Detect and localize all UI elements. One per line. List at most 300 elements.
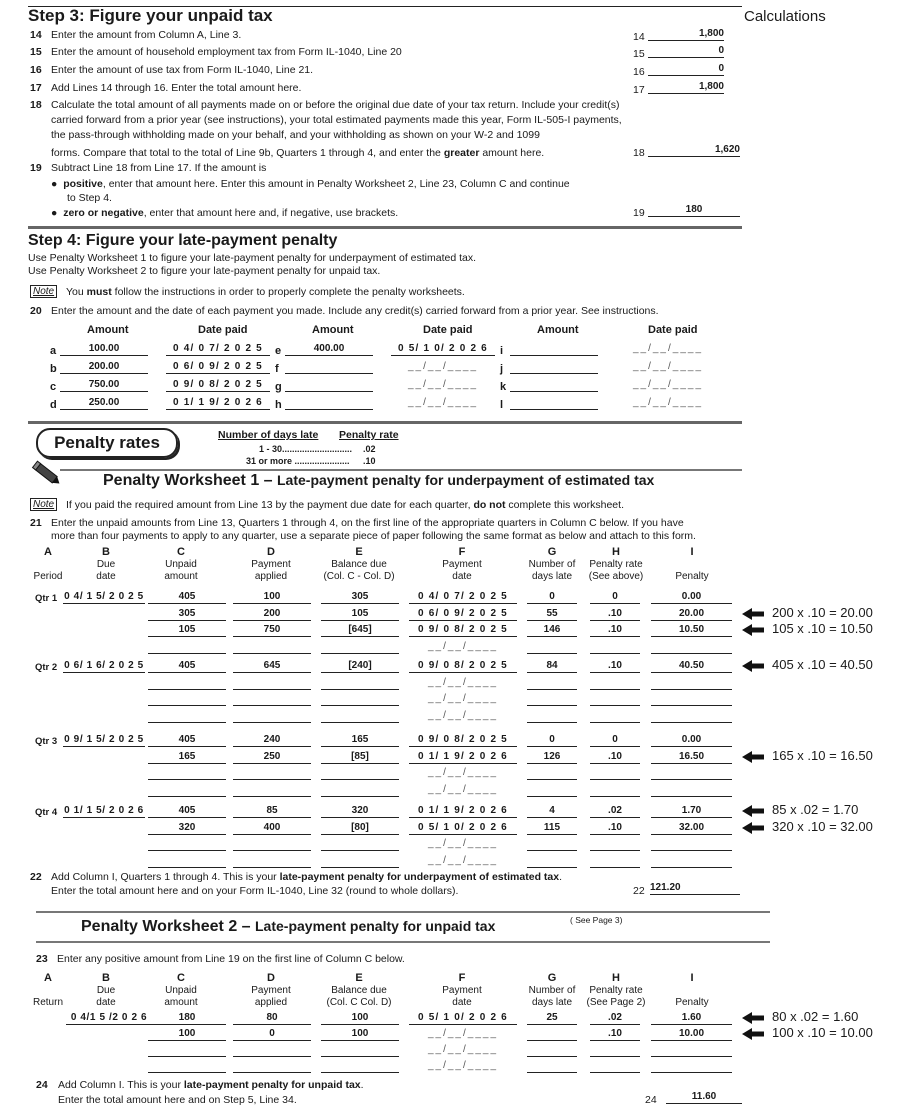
payment-letter-l: l xyxy=(500,399,504,411)
ws1-qtr3-label: Qtr 3 xyxy=(35,736,58,747)
ws1-qtr3-row3-h[interactable] xyxy=(590,766,640,780)
ws1-qtr2-row1-calc: 405 x .10 = 40.50 xyxy=(772,657,873,672)
ws1-qtr3-row2-c[interactable]: 165 xyxy=(148,750,226,764)
ws1-col-b-sub2: date xyxy=(96,571,116,582)
ws2-row2-d[interactable]: 0 xyxy=(233,1027,311,1041)
ws2-row4-i[interactable] xyxy=(651,1059,732,1073)
ws2-col-h-letter: H xyxy=(612,972,620,984)
ws1-qtr2-label: Qtr 2 xyxy=(35,662,58,673)
line22-value[interactable]: 121.20 xyxy=(650,881,740,895)
payment-amount-c[interactable]: 750.00 xyxy=(60,378,148,392)
ws1-qtr3-row2-g[interactable]: 126 xyxy=(527,750,577,764)
ws1-qtr3-row1-e[interactable]: 165 xyxy=(321,733,399,747)
ws1-qtr4-row4-i[interactable] xyxy=(651,854,732,868)
ws2-row2-c[interactable]: 100 xyxy=(148,1027,226,1041)
step4-note-text: You must follow the instructions in order to properly complete the penalty worksheets. xyxy=(66,286,465,298)
line15-ref: 15 xyxy=(633,48,645,60)
ws1-qtr3-row1-f[interactable]: 0 9/ 0 8/ 2 0 2 5 xyxy=(409,733,517,747)
ws1-qtr2-row1-f[interactable]: 0 9/ 0 8/ 2 0 2 5 xyxy=(409,659,517,673)
step3-title: Step 3: Figure your unpaid tax xyxy=(28,6,273,25)
ws1-qtr3-row4-g[interactable] xyxy=(527,783,577,797)
ws1-qtr2-row2-c[interactable] xyxy=(148,676,226,690)
ws1-col-d-letter: D xyxy=(267,546,275,558)
ws1-note-text: If you paid the required amount from Line 13 by the payment due date for each quarter, do not complete this worksheet. xyxy=(66,499,624,511)
ws2-col-a-sub: Return xyxy=(32,997,63,1008)
ws1-qtr2-row2-e[interactable] xyxy=(321,676,399,690)
payment-amount-e[interactable]: 400.00 xyxy=(285,342,373,356)
line19-bullet-zero: ● zero or negative, enter that amount here and, if negative, use brackets. xyxy=(51,207,399,219)
ws1-qtr3-row3-f[interactable]: __/__/____ xyxy=(427,767,499,778)
ws1-qtr1-row4-h[interactable] xyxy=(590,640,640,654)
ws1-qtr2-row4-i[interactable] xyxy=(651,709,732,723)
payment-letter-i: i xyxy=(500,345,504,357)
step4-note-label: Note xyxy=(30,285,57,298)
ws2-row1-arrow-icon xyxy=(742,1012,764,1024)
divider-rates xyxy=(28,421,742,424)
date-paid-header: Date paid xyxy=(648,324,698,336)
ws1-col-d-sub2: applied xyxy=(254,571,288,582)
ws1-qtr4-row2-h[interactable]: .10 xyxy=(590,821,640,835)
ws1-col-f-sub1: Payment xyxy=(442,559,482,570)
ws1-qtr1-row4-g[interactable] xyxy=(527,640,577,654)
ws1-qtr3-row2-calc: 165 x .10 = 16.50 xyxy=(772,747,873,763)
ws1-col-c-letter: C xyxy=(177,546,185,558)
ws1-qtr3-row2-f[interactable]: 0 1/ 1 9/ 2 0 2 6 xyxy=(409,750,517,764)
ws1-qtr2-row1-arrow-icon xyxy=(742,660,764,672)
line16-text: Enter the amount of use tax from Form IL-1040, Line 21. xyxy=(51,64,314,76)
payment-date-i[interactable]: __/__/____ xyxy=(632,343,704,354)
ws1-qtr4-row4-d[interactable] xyxy=(233,854,311,868)
line17-ref: 17 xyxy=(633,84,645,96)
ws1-qtr4-row3-c[interactable] xyxy=(148,837,226,851)
payment-letter-a: a xyxy=(50,345,57,357)
line15-value[interactable]: 0 xyxy=(648,44,724,58)
ws2-row4-g[interactable] xyxy=(527,1059,577,1073)
ws1-qtr2-row1-d[interactable]: 645 xyxy=(233,659,311,673)
ws2-col-c-letter: C xyxy=(177,972,185,984)
ws2-row3-d[interactable] xyxy=(233,1043,311,1057)
line18-ref: 18 xyxy=(633,147,645,159)
payment-letter-g: g xyxy=(275,381,282,393)
ws1-qtr2-row3-c[interactable] xyxy=(148,692,226,706)
ws1-qtr1-row2-e[interactable]: 105 xyxy=(321,607,399,621)
payment-amount-a[interactable]: 100.00 xyxy=(60,342,148,356)
ws2-col-f-sub1: Payment xyxy=(442,985,482,996)
calculations-label: Calculations xyxy=(744,8,826,25)
payment-amount-i[interactable] xyxy=(510,342,598,356)
ws1-qtr3-row3-i[interactable] xyxy=(651,766,732,780)
ws1-qtr1-label: Qtr 1 xyxy=(35,593,58,604)
ws1-qtr2-row4-e[interactable] xyxy=(321,709,399,723)
ws1-qtr1-row3-i[interactable]: 10.50 xyxy=(651,623,732,637)
ws1-col-i-sub: Penalty xyxy=(675,571,709,582)
payment-date-b[interactable]: 0 6/ 0 9/ 2 0 2 5 xyxy=(166,360,270,374)
payment-amount-b[interactable]: 200.00 xyxy=(60,360,148,374)
ws1-qtr1-row2-g[interactable]: 55 xyxy=(527,607,577,621)
ws1-qtr4-row3-g[interactable] xyxy=(527,837,577,851)
ws2-row1-e[interactable]: 100 xyxy=(321,1011,399,1025)
ws2-col-e-letter: E xyxy=(355,972,363,984)
ws1-qtr1-row1-g[interactable]: 0 xyxy=(527,590,577,604)
payment-letter-e: e xyxy=(275,345,282,357)
ws2-col-c-sub2: amount xyxy=(164,997,198,1008)
line18-text-1: Calculate the total amount of all payments made on or before the original due date of your tax return. Include your credit(s) xyxy=(51,99,620,111)
rates-rate-header: Penalty rate xyxy=(339,429,399,441)
ws1-qtr4-row2-g[interactable]: 115 xyxy=(527,821,577,835)
ws2-row4-e[interactable] xyxy=(321,1059,399,1073)
ws2-col-i-letter: I xyxy=(690,972,694,984)
ws1-qtr1-row1-i[interactable]: 0.00 xyxy=(651,590,732,604)
divider-ws2-bottom xyxy=(36,941,770,943)
line17-text: Add Lines 14 through 16. Enter the total amount here. xyxy=(51,82,302,94)
payment-date-e[interactable]: 0 5/ 1 0/ 2 0 2 6 xyxy=(391,342,495,356)
ws1-qtr3-row2-h[interactable]: .10 xyxy=(590,750,640,764)
ws2-row3-i[interactable] xyxy=(651,1043,732,1057)
ws1-qtr2-row2-h[interactable] xyxy=(590,676,640,690)
ws1-qtr4-row3-e[interactable] xyxy=(321,837,399,851)
ws1-qtr3-due-date[interactable]: 0 9/ 1 5/ 2 0 2 5 xyxy=(64,734,144,745)
ws1-qtr2-row3-h[interactable] xyxy=(590,692,640,706)
ws2-row2-e[interactable]: 100 xyxy=(321,1027,399,1041)
ws1-col-f-letter: F xyxy=(458,546,466,558)
line18-value[interactable]: 1,620 xyxy=(648,143,740,157)
payment-letter-b: b xyxy=(50,363,57,375)
ws1-qtr2-row1-i[interactable]: 40.50 xyxy=(651,659,732,673)
ws1-qtr1-row4-e[interactable] xyxy=(321,640,399,654)
ws1-qtr4-row2-c[interactable]: 320 xyxy=(148,821,226,835)
payment-amount-h[interactable] xyxy=(285,396,373,410)
ws1-qtr2-row2-f[interactable]: __/__/____ xyxy=(427,676,499,688)
line17-number: 17 xyxy=(30,82,42,94)
ws1-qtr2-row2-d[interactable] xyxy=(233,676,311,690)
ws1-qtr1-row3-calc: 105 x .10 = 10.50 xyxy=(772,621,873,636)
ws1-qtr4-row1-d[interactable]: 85 xyxy=(233,804,311,818)
rates-row2-days: 31 or more ...................... xyxy=(246,456,350,466)
ws1-qtr2-row4-c[interactable] xyxy=(148,709,226,723)
line24-ref: 24 xyxy=(645,1094,657,1106)
payment-letter-k: k xyxy=(500,381,507,393)
ws2-col-d-sub1: Payment xyxy=(251,985,291,996)
divider-ws2-top xyxy=(36,911,770,913)
ws1-qtr2-row4-g[interactable] xyxy=(527,709,577,723)
step4-intro-1: Use Penalty Worksheet 1 to figure your late-payment penalty for underpayment of estimated tax. xyxy=(28,252,477,264)
line19-bullet-positive: ● positive, enter that amount here. Enter this amount in Penalty Worksheet 2, Line 23, Column C and continue xyxy=(51,178,570,190)
ws1-col-g-letter: G xyxy=(547,546,557,558)
payment-amount-j[interactable] xyxy=(510,360,598,374)
line19-ref: 19 xyxy=(633,207,645,219)
line16-value[interactable]: 0 xyxy=(648,62,724,76)
ws1-col-h-letter: H xyxy=(612,546,620,558)
ws2-col-h-sub2: (See Page 2) xyxy=(586,997,646,1008)
ws1-qtr1-row1-h[interactable]: 0 xyxy=(590,590,640,604)
line20-text: Enter the amount and the date of each payment you made. Include any credit(s) carried forward from a prior year. See instructions. xyxy=(51,305,659,317)
payment-date-j[interactable]: __/__/____ xyxy=(632,361,704,372)
ws1-col-e-sub2: (Col. C - Col. D) xyxy=(323,571,395,582)
ws1-qtr3-row4-c[interactable] xyxy=(148,783,226,797)
payment-amount-l[interactable] xyxy=(510,396,598,410)
ws1-qtr1-row3-e[interactable]: [645] xyxy=(321,623,399,637)
ws1-qtr3-row1-c[interactable]: 405 xyxy=(148,733,226,747)
ws2-row2-i[interactable]: 10.00 xyxy=(651,1027,732,1041)
rates-row1-days: 1 - 30............................ xyxy=(259,444,353,454)
payment-date-h[interactable]: __/__/____ xyxy=(407,397,479,408)
line18-text-4: forms. Compare that total to the total of Line 9b, Quarters 1 through 4, and enter the greater amount here. xyxy=(51,147,545,159)
ws2-row1-h[interactable]: .02 xyxy=(590,1011,640,1025)
amount-header: Amount xyxy=(87,324,129,336)
line18-text-3: the pass-through withholding made on your behalf, and your withholding as shown on your W-2 and 1099 xyxy=(51,129,540,141)
ws1-qtr4-row2-d[interactable]: 400 xyxy=(233,821,311,835)
line14-number: 14 xyxy=(30,29,42,41)
payment-amount-k[interactable] xyxy=(510,378,598,392)
ws2-title: Penalty Worksheet 2 – Late-payment penalty for unpaid tax xyxy=(81,918,496,935)
ws1-qtr3-row4-d[interactable] xyxy=(233,783,311,797)
ws1-qtr3-row1-d[interactable]: 240 xyxy=(233,733,311,747)
ws1-qtr3-row3-d[interactable] xyxy=(233,766,311,780)
line14-value[interactable]: 1,800 xyxy=(648,27,724,41)
ws1-qtr2-row3-g[interactable] xyxy=(527,692,577,706)
ws1-col-d-sub1: Payment xyxy=(251,559,291,570)
rates-row2-rate: .10 xyxy=(363,456,376,466)
ws1-qtr1-row4-i[interactable] xyxy=(651,640,732,654)
ws2-row2-h[interactable]: .10 xyxy=(590,1027,640,1041)
line22-number: 22 xyxy=(30,871,42,883)
ws2-col-d-sub2: applied xyxy=(254,997,288,1008)
ws1-col-c-sub2: amount xyxy=(164,571,198,582)
ws1-qtr1-row3-f[interactable]: 0 9/ 0 8/ 2 0 2 5 xyxy=(409,623,517,637)
ws1-qtr4-row4-e[interactable] xyxy=(321,854,399,868)
ws1-qtr3-row3-g[interactable] xyxy=(527,766,577,780)
payment-letter-d: d xyxy=(50,399,57,411)
payment-date-c[interactable]: 0 9/ 0 8/ 2 0 2 5 xyxy=(166,378,270,392)
ws1-qtr4-row4-c[interactable] xyxy=(148,854,226,868)
ws2-row4-c[interactable] xyxy=(148,1059,226,1073)
amount-header: Amount xyxy=(312,324,354,336)
ws1-col-i-letter: I xyxy=(690,546,694,558)
line22-ref: 22 xyxy=(633,885,645,897)
ws1-col-h-sub1: Penalty rate xyxy=(589,559,643,570)
ws2-row4-f[interactable]: __/__/____ xyxy=(427,1060,499,1071)
ws1-qtr1-row3-c[interactable]: 105 xyxy=(148,623,226,637)
payment-date-g[interactable]: __/__/____ xyxy=(407,379,479,390)
ws1-qtr1-row2-d[interactable]: 200 xyxy=(233,607,311,621)
ws1-qtr1-row3-arrow-icon xyxy=(742,624,764,636)
ws1-qtr1-row4-f[interactable]: __/__/____ xyxy=(427,640,499,652)
ws1-qtr1-row2-c[interactable]: 305 xyxy=(148,607,226,621)
line18-text-2: carried forward from a prior year (see instructions), your total estimated payments made this year, Form IL-505-I payments, xyxy=(51,114,622,126)
ws1-qtr3-row2-i[interactable]: 16.50 xyxy=(651,750,732,764)
ws1-qtr3-row3-e[interactable] xyxy=(321,766,399,780)
line24-text-2: Enter the total amount here and on Step 5, Line 34. xyxy=(58,1094,297,1106)
line14-text: Enter the amount from Column A, Line 3. xyxy=(51,29,242,41)
ws2-col-b-sub1: Due xyxy=(96,985,116,996)
rates-row1-rate: .02 xyxy=(363,444,376,454)
ws2-row4-h[interactable] xyxy=(590,1059,640,1073)
ws1-col-f-sub2: date xyxy=(452,571,472,582)
ws1-qtr1-row2-f[interactable]: 0 6/ 0 9/ 2 0 2 5 xyxy=(409,607,517,621)
ws1-qtr1-row1-c[interactable]: 405 xyxy=(148,590,226,604)
ws1-col-h-sub2: (See above) xyxy=(588,571,644,582)
line19-text: Subtract Line 18 from Line 17. If the amount is xyxy=(51,162,267,174)
ws1-qtr2-row4-d[interactable] xyxy=(233,709,311,723)
line24-value[interactable]: 11.60 xyxy=(666,1090,742,1104)
ws1-qtr4-row3-i[interactable] xyxy=(651,837,732,851)
line15-number: 15 xyxy=(30,46,42,58)
ws2-row2-g[interactable] xyxy=(527,1027,577,1041)
ws1-qtr2-row3-e[interactable] xyxy=(321,692,399,706)
line24-number: 24 xyxy=(36,1079,48,1091)
ws1-qtr1-row3-d[interactable]: 750 xyxy=(233,623,311,637)
line19-bullet-positive-cont: to Step 4. xyxy=(67,192,112,204)
line16-number: 16 xyxy=(30,64,42,76)
ws2-col-e-sub2: (Col. C Col. D) xyxy=(326,997,392,1008)
ws1-qtr4-row3-d[interactable] xyxy=(233,837,311,851)
divider-step4 xyxy=(28,226,742,229)
ws2-col-a-letter: A xyxy=(44,972,52,984)
ws1-qtr2-row1-e[interactable]: [240] xyxy=(321,659,399,673)
payment-date-a[interactable]: 0 4/ 0 7/ 2 0 2 5 xyxy=(166,342,270,356)
ws2-row3-c[interactable] xyxy=(148,1043,226,1057)
ws1-col-g-sub2: days late xyxy=(531,571,573,582)
ws1-col-a-sub: Period xyxy=(33,571,63,582)
ws1-qtr4-row4-f[interactable]: __/__/____ xyxy=(427,854,499,866)
line18-number: 18 xyxy=(30,99,42,111)
ws1-qtr4-label: Qtr 4 xyxy=(35,807,58,818)
ws2-row2-calc: 100 x .10 = 10.00 xyxy=(772,1025,873,1040)
ws1-qtr4-due-date[interactable]: 0 1/ 1 5/ 2 0 2 6 xyxy=(64,805,144,816)
payment-amount-d[interactable]: 250.00 xyxy=(60,396,148,410)
payment-date-d[interactable]: 0 1/ 1 9/ 2 0 2 6 xyxy=(166,396,270,410)
line23-number: 23 xyxy=(36,953,48,965)
line14-ref: 14 xyxy=(633,31,645,43)
ws2-row2-arrow-icon xyxy=(742,1028,764,1040)
ws1-qtr2-row2-i[interactable] xyxy=(651,676,732,690)
ws1-col-b-letter: B xyxy=(102,546,110,558)
ws1-qtr3-row1-g[interactable]: 0 xyxy=(527,733,577,747)
ws1-qtr2-row3-d[interactable] xyxy=(233,692,311,706)
ws2-due-date[interactable]: 0 4/1 5 /2 0 2 6 xyxy=(66,1011,152,1025)
ws2-row1-d[interactable]: 80 xyxy=(233,1011,311,1025)
ws1-qtr4-row1-arrow-icon xyxy=(742,805,764,817)
ws1-col-b-sub1: Due xyxy=(96,559,116,570)
step4-title: Step 4: Figure your late-payment penalty xyxy=(28,232,338,249)
ws1-qtr1-row1-e[interactable]: 305 xyxy=(321,590,399,604)
ws2-row2-f[interactable]: __/__/____ xyxy=(427,1028,499,1039)
ws1-qtr2-row2-g[interactable] xyxy=(527,676,577,690)
payment-date-f[interactable]: __/__/____ xyxy=(407,361,479,372)
ws1-qtr3-row2-d[interactable]: 250 xyxy=(233,750,311,764)
ws2-col-h-sub1: Penalty rate xyxy=(589,985,643,996)
ws1-qtr3-row1-h[interactable]: 0 xyxy=(590,733,640,747)
ws1-qtr1-row2-i[interactable]: 20.00 xyxy=(651,607,732,621)
ws1-qtr4-row2-f[interactable]: 0 5/ 1 0/ 2 0 2 6 xyxy=(409,821,517,835)
ws2-col-f-letter: F xyxy=(458,972,466,984)
ws1-qtr4-row3-h[interactable] xyxy=(590,837,640,851)
ws2-see-page: ( See Page 3) xyxy=(570,915,623,925)
ws2-col-e-sub1: Balance due xyxy=(331,985,387,996)
line21-number: 21 xyxy=(30,517,42,529)
ws1-qtr4-row4-h[interactable] xyxy=(590,854,640,868)
payment-date-l[interactable]: __/__/____ xyxy=(632,397,704,408)
ws1-qtr3-row1-i[interactable]: 0.00 xyxy=(651,733,732,747)
ws1-qtr2-due-date[interactable]: 0 6/ 1 6/ 2 0 2 5 xyxy=(64,660,144,671)
ws1-qtr1-row4-d[interactable] xyxy=(233,640,311,654)
ws1-qtr4-row1-c[interactable]: 405 xyxy=(148,804,226,818)
ws2-row3-f[interactable]: __/__/____ xyxy=(427,1044,499,1055)
payment-amount-f[interactable] xyxy=(285,360,373,374)
payment-letter-j: j xyxy=(500,363,504,375)
ws2-row1-i[interactable]: 1.60 xyxy=(651,1011,732,1025)
ws1-qtr2-row1-c[interactable]: 405 xyxy=(148,659,226,673)
divider-ws1 xyxy=(60,469,742,471)
ws1-qtr2-row1-h[interactable]: .10 xyxy=(590,659,640,673)
ws1-qtr1-row3-g[interactable]: 146 xyxy=(527,623,577,637)
ws1-qtr4-row1-f[interactable]: 0 1/ 1 9/ 2 0 2 6 xyxy=(409,804,517,818)
ws2-row3-e[interactable] xyxy=(321,1043,399,1057)
ws1-qtr4-row2-arrow-icon xyxy=(742,822,764,834)
ws1-qtr4-row3-f[interactable]: __/__/____ xyxy=(427,838,499,849)
pencil-icon xyxy=(30,460,64,490)
ws1-qtr4-row2-e[interactable]: [80] xyxy=(321,821,399,835)
ws2-col-c-sub1: Unpaid xyxy=(165,985,197,996)
line17-value[interactable]: 1,800 xyxy=(648,80,724,94)
ws1-qtr2-row4-h[interactable] xyxy=(590,709,640,723)
ws1-title: Penalty Worksheet 1 – Late-payment penalty for underpayment of estimated tax xyxy=(103,472,655,489)
ws1-qtr4-row2-calc: 320 x .10 = 32.00 xyxy=(772,818,873,834)
ws2-row3-g[interactable] xyxy=(527,1043,577,1057)
line20-number: 20 xyxy=(30,305,42,317)
ws1-qtr1-row1-f[interactable]: 0 4/ 0 7/ 2 0 2 5 xyxy=(409,590,517,604)
line19-value[interactable]: 180 xyxy=(648,203,740,217)
ws1-qtr1-row2-arrow-icon xyxy=(742,608,764,620)
ws1-qtr3-row2-e[interactable]: [85] xyxy=(321,750,399,764)
ws1-qtr3-row3-c[interactable] xyxy=(148,766,226,780)
ws1-qtr2-row3-i[interactable] xyxy=(651,692,732,706)
ws1-qtr2-row1-g[interactable]: 84 xyxy=(527,659,577,673)
ws1-qtr4-row1-g[interactable]: 4 xyxy=(527,804,577,818)
penalty-rates-badge: Penalty rates xyxy=(36,428,178,458)
ws1-qtr3-row4-f[interactable]: __/__/____ xyxy=(427,783,499,795)
ws1-qtr3-row4-h[interactable] xyxy=(590,783,640,797)
ws2-row1-g[interactable]: 25 xyxy=(527,1011,577,1025)
ws1-qtr4-row2-i[interactable]: 32.00 xyxy=(651,821,732,835)
payment-date-k[interactable]: __/__/____ xyxy=(632,379,704,390)
payment-amount-g[interactable] xyxy=(285,378,373,392)
ws1-qtr3-row4-e[interactable] xyxy=(321,783,399,797)
ws1-col-c-sub1: Unpaid xyxy=(165,559,197,570)
ws1-qtr4-row4-g[interactable] xyxy=(527,854,577,868)
payment-letter-h: h xyxy=(275,399,282,411)
ws1-qtr4-row1-e[interactable]: 320 xyxy=(321,804,399,818)
ws1-qtr1-due-date[interactable]: 0 4/ 1 5/ 2 0 2 5 xyxy=(64,591,144,602)
ws2-col-g-letter: G xyxy=(547,972,557,984)
ws1-qtr1-row2-h[interactable]: .10 xyxy=(590,607,640,621)
ws1-qtr1-row1-d[interactable]: 100 xyxy=(233,590,311,604)
ws1-qtr1-row3-h[interactable]: .10 xyxy=(590,623,640,637)
ws1-qtr2-row4-f[interactable]: __/__/____ xyxy=(427,709,499,721)
ws2-row1-f[interactable]: 0 5/ 1 0/ 2 0 2 6 xyxy=(409,1011,517,1025)
ws1-qtr4-row1-i[interactable]: 1.70 xyxy=(651,804,732,818)
ws2-row3-h[interactable] xyxy=(590,1043,640,1057)
payment-letter-f: f xyxy=(275,363,279,375)
ws2-row4-d[interactable] xyxy=(233,1059,311,1073)
ws2-row1-c[interactable]: 180 xyxy=(148,1011,226,1025)
ws1-qtr1-row4-c[interactable] xyxy=(148,640,226,654)
ws1-qtr4-row1-h[interactable]: .02 xyxy=(590,804,640,818)
ws1-qtr2-row3-f[interactable]: __/__/____ xyxy=(427,693,499,704)
line24-text-1: Add Column I. This is your late-payment penalty for unpaid tax. xyxy=(58,1079,364,1091)
ws1-qtr3-row4-i[interactable] xyxy=(651,783,732,797)
ws2-col-d-letter: D xyxy=(267,972,275,984)
